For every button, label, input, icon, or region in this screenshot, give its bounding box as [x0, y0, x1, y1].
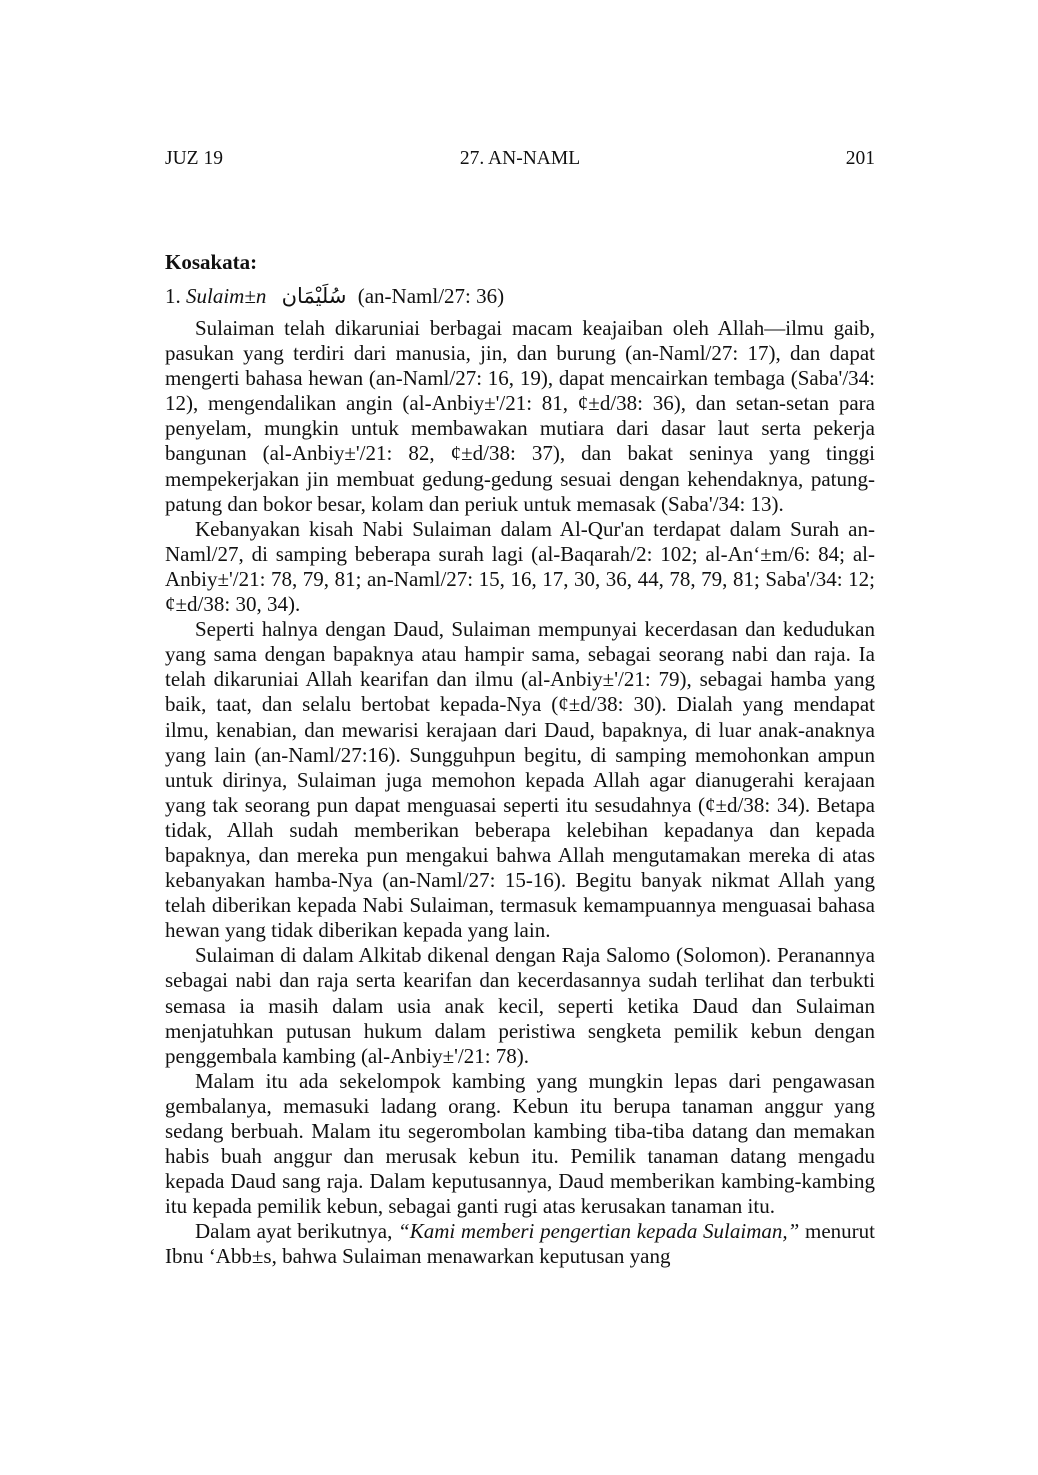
vocab-term: Sulaim±n — [186, 284, 267, 308]
vocab-number: 1. — [165, 284, 181, 308]
section-title: Kosakata: — [165, 250, 258, 274]
paragraph-2: Kebanyakan kisah Nabi Sulaiman dalam Al-Qur'an terdapat dalam Surah an-Naml/27, di samping beberapa surah lagi (al-Baqarah/2: 102; al-An‘±m/6: 84; al-Anbiy±'/21: 78, 79, 81; an-Naml/27: 15, 16, 17, 30, 36, 44, 78, 79, 81; Saba'/34: 12; ¢±d/38: 30, 34). — [165, 516, 875, 617]
paragraph-4: Sulaiman di dalam Alkitab dikenal dengan Raja Salomo (Solomon). Peranannya sebagai nabi dan raja serta kearifan dan kecerdasannya sudah terlihat dan terbukti semasa ia masih dalam usia anak kecil, seperti ketika Daud dan Sulaiman menjatuhkan putusan hukum dalam peristiwa sengketa pemilik kebun dengan penggembala kambing (al-Anbiy±'/21: 78). — [165, 943, 875, 1068]
juz-label: JUZ 19 — [165, 148, 223, 169]
surah-title: 27. AN-NAML — [459, 148, 581, 169]
page-number: 201 — [845, 148, 875, 169]
paragraph-6-lead: Dalam ayat berikutnya, — [195, 1219, 399, 1244]
paragraph-6-tail: menurut Ibnu ‘Abb±s, bahwa Sulaiman menawarkan keputusan yang — [165, 1219, 875, 1269]
paragraph-3: Seperti halnya dengan Daud, Sulaiman mempunyai kecerdasan dan kedudukan yang sama dengan bapaknya atau hampir sama, sebagai seorang nabi dan raja. Ia telah dikaruniai Allah kearifan dan ilmu (al-Anbiy±'/21: 79), sebagai hamba yang baik, taat, dan selalu bertobat kepada-Nya (¢±d/38: 30). Dialah yang mendapat ilmu, kenabian, dan mewarisi kerajaan dari Daud, bapaknya, di luar anak-anaknya yang lain (an-Naml/27:16). Sungguhpun begitu, di samping memohonkan ampun untuk dirinya, Sulaiman juga memohon kepada Allah agar dianugerahi kerajaan yang tak seorang pun dapat menguasai seperti itu sesudahnya (¢±d/38: 34). Betapa tidak, Allah sudah memberikan beberapa kelebihan kepadanya dan kepada bapaknya, dan mereka pun mengakui bahwa Allah mengutamakan mereka di atas kebanyakan hamba-Nya (an-Naml/27: 15-16). Begitu banyak nikmat Allah yang telah diberikan kepada Nabi Sulaiman, termasuk kemampuannya menguasai bahasa hewan yang tidak diberikan kepada yang lain. — [165, 617, 875, 943]
running-header — [165, 145, 875, 173]
paragraph-5: Malam itu ada sekelompok kambing yang mungkin lepas dari pengawasan gembalanya, memasuki ladang orang. Kebun itu berupa tanaman anggur yang sedang berbuah. Malam itu segerombolan kambing tiba-tiba datang dan memakan habis buah anggur dan merusak kebun itu. Pemilik tanaman datang mengadu kepada Daud sang raja. Dalam keputusannya, Daud memberikan kambing-kambing itu kepada pemilik kebun, sebagai ganti rugi atas kerusakan tanaman itu. — [165, 1068, 875, 1219]
vocab-arabic: سُلَيْمَان — [281, 284, 347, 308]
body-text — [165, 316, 875, 1270]
paragraph-6-quote: “Kami memberi pengertian kepada Sulaiman,” — [398, 1219, 800, 1244]
paragraph-6 — [165, 1219, 875, 1269]
vocab-entry — [165, 282, 875, 310]
vocab-reference: (an-Naml/27: 36) — [357, 284, 505, 308]
paragraph-1: Sulaiman telah dikaruniai berbagai macam keajaiban oleh Allah—ilmu gaib, pasukan yang terdiri dari manusia, jin, dan burung (an-Naml/27: 17), dan dapat mengerti bahasa hewan (an-Naml/27: 16, 19), dapat mencairkan tembaga (Saba'/34: 12), mengendalikan angin (al-Anbiy±'/21: 81, ¢±d/38: 36), dan setan-setan para penyelam, mungkin untuk membawakan mutiara dari dasar laut serta pekerja bangunan (al-Anbiy±'/21: 82, ¢±d/38: 37), dan bakat seninya yang tinggi mempekerjakan jin membuat gedung-gedung sesuai dengan kehendaknya, patung-patung dan bokor besar, kolam dan periuk untuk memasak (Saba'/34: 13). — [165, 316, 875, 516]
page — [165, 145, 875, 1270]
